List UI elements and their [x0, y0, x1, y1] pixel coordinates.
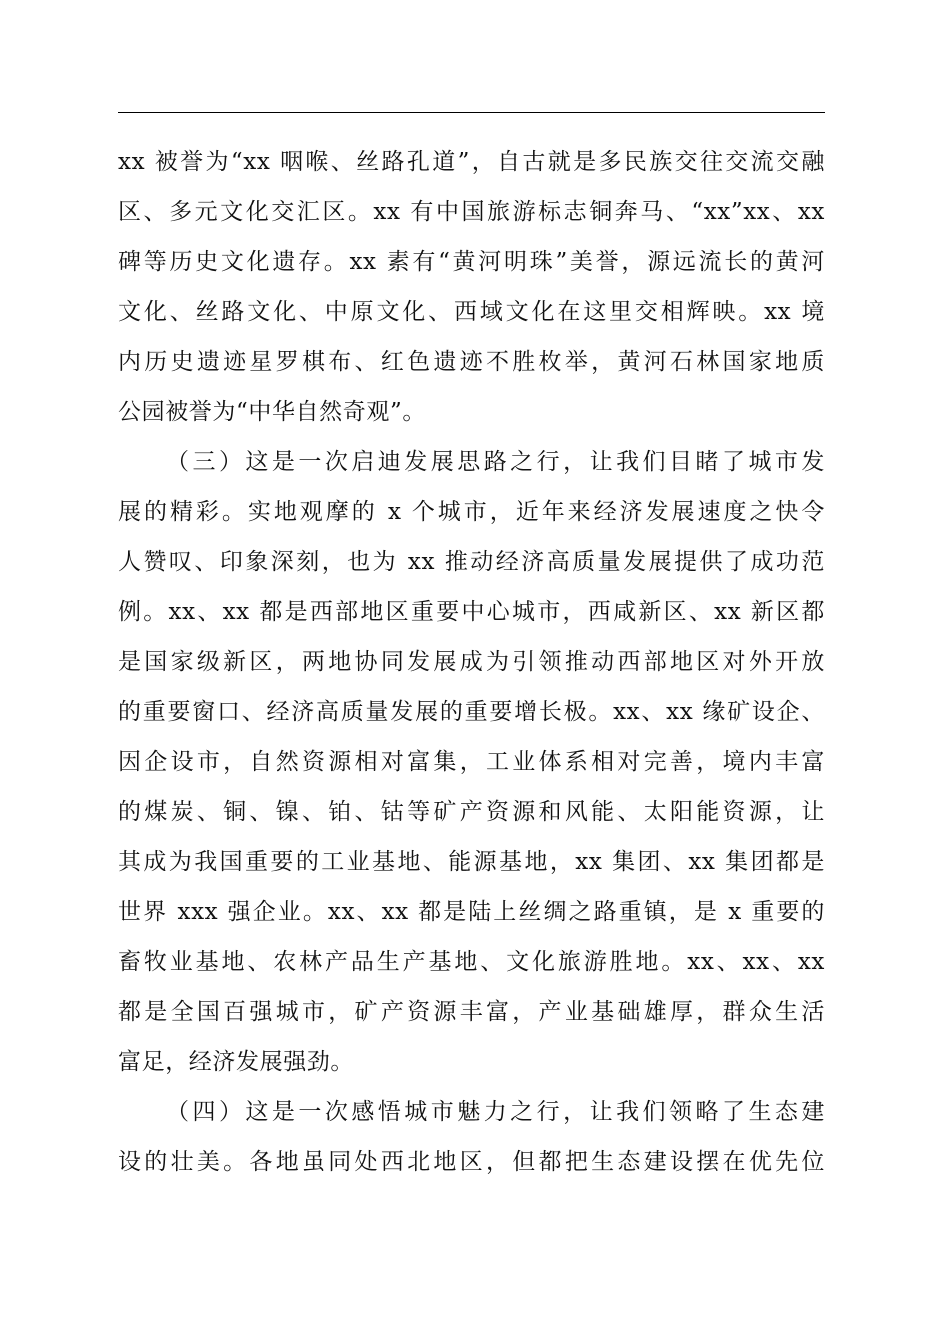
text-line: 富足，经济发展强劲。 — [118, 1049, 354, 1075]
text-line: 内历史遗迹星罗棋布、红色遗迹不胜枚举，黄河石林国家地质 — [118, 349, 825, 375]
text-line: 碑等历史文化遗存。xx 素有“黄河明珠”美誉，源远流长的黄河 — [118, 249, 825, 275]
text-line: 因企设市，自然资源相对富集，工业体系相对完善，境内丰富 — [118, 749, 825, 775]
text-line: 区、多元文化交汇区。xx 有中国旅游标志铜奔马、“xx”xx、xx — [118, 199, 825, 225]
text-line: xx 被誉为“xx 咽喉、丝路孔道”，自古就是多民族交往交流交融 — [118, 149, 825, 175]
text-line: 是国家级新区，两地协同发展成为引领推动西部地区对外开放 — [118, 649, 825, 675]
text-line: 畜牧业基地、农林产品生产基地、文化旅游胜地。xx、xx、xx — [118, 949, 825, 975]
text-line: 文化、丝路文化、中原文化、西域文化在这里交相辉映。xx 境 — [118, 299, 825, 325]
paragraph-start-line: （四）这是一次感悟城市魅力之行，让我们领略了生态建 — [166, 1099, 825, 1125]
text-line: 世界 xxx 强企业。xx、xx 都是陆上丝绸之路重镇，是 x 重要的 — [118, 899, 825, 925]
text-line: 的重要窗口、经济高质量发展的重要增长极。xx、xx 缘矿设企、 — [118, 699, 825, 725]
text-line: 都是全国百强城市，矿产资源丰富，产业基础雄厚，群众生活 — [118, 999, 825, 1025]
text-line: 例。xx、xx 都是西部地区重要中心城市，西咸新区、xx 新区都 — [118, 599, 825, 625]
text-line: 展的精彩。实地观摩的 x 个城市，近年来经济发展速度之快令 — [118, 499, 825, 525]
header-rule — [118, 112, 825, 113]
text-line: 的煤炭、铜、镍、铂、钴等矿产资源和风能、太阳能资源，让 — [118, 799, 825, 825]
text-line: 人赞叹、印象深刻，也为 xx 推动经济高质量发展提供了成功范 — [118, 549, 825, 575]
body-text — [118, 137, 825, 1187]
text-line: 公园被誉为“中华自然奇观”。 — [118, 399, 426, 425]
paragraph-start-line: （三）这是一次启迪发展思路之行，让我们目睹了城市发 — [166, 449, 825, 475]
text-line: 设的壮美。各地虽同处西北地区，但都把生态建设摆在优先位 — [118, 1149, 825, 1175]
text-line: 其成为我国重要的工业基地、能源基地，xx 集团、xx 集团都是 — [118, 849, 825, 875]
